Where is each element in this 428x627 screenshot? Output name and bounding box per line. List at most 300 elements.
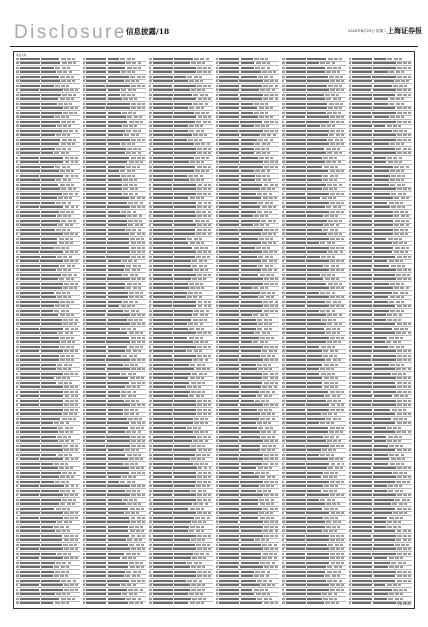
table-cell	[199, 76, 202, 78]
table-cell	[307, 184, 326, 186]
table-cell	[60, 346, 65, 348]
table-cell	[86, 193, 106, 195]
table-cell	[286, 58, 306, 60]
table-cell	[339, 58, 342, 60]
table-cell	[121, 89, 126, 91]
table-cell	[307, 436, 323, 438]
table-cell	[191, 589, 196, 591]
table-cell	[266, 224, 269, 226]
table-cell	[307, 409, 330, 411]
table-cell	[216, 359, 218, 361]
table-cell	[135, 193, 138, 195]
table-cell	[74, 287, 77, 289]
table-cell	[20, 67, 40, 69]
table-cell	[16, 449, 19, 451]
table-cell	[200, 463, 204, 465]
table-cell	[197, 566, 201, 568]
table-cell	[67, 341, 71, 343]
table-cell	[219, 80, 238, 82]
table-cell	[340, 103, 343, 105]
table-cell	[187, 238, 192, 240]
table-cell	[138, 431, 141, 433]
table-cell	[153, 530, 173, 532]
table-cell	[241, 341, 253, 343]
table-cell	[135, 463, 138, 465]
table-cell	[332, 274, 335, 276]
table-cell	[153, 238, 173, 240]
table-cell	[153, 526, 173, 528]
table-cell	[137, 242, 141, 244]
table-cell	[20, 422, 40, 424]
table-cell	[219, 485, 239, 487]
table-cell	[203, 274, 207, 276]
table-cell	[86, 517, 106, 519]
table-cell	[330, 364, 334, 366]
table-cell	[108, 463, 123, 465]
table-cell	[320, 422, 325, 424]
table-cell	[86, 593, 106, 595]
table-cell	[123, 193, 128, 195]
table-cell	[324, 224, 329, 226]
table-cell	[333, 98, 337, 100]
table-cell	[202, 589, 205, 591]
table-cell	[83, 197, 85, 199]
table-cell	[208, 571, 211, 573]
table-cell	[307, 382, 322, 384]
table-cell	[326, 328, 331, 330]
table-cell	[20, 566, 40, 568]
table-cell	[41, 274, 61, 276]
table-cell	[208, 251, 211, 253]
table-cell	[16, 98, 19, 100]
table-cell	[41, 143, 59, 145]
table-cell	[69, 413, 73, 415]
table-cell	[108, 301, 122, 303]
table-cell	[149, 359, 152, 361]
table-cell	[260, 337, 265, 339]
table-cell	[200, 323, 203, 325]
table-cell	[261, 67, 265, 69]
table-cell	[16, 89, 18, 91]
table-cell	[174, 562, 186, 564]
table-cell	[219, 535, 239, 537]
table-cell	[41, 296, 56, 298]
table-cell	[341, 134, 344, 136]
table-cell	[174, 112, 194, 114]
table-cell	[16, 242, 19, 244]
table-cell	[307, 391, 328, 393]
table-cell	[68, 499, 72, 501]
table-cell	[327, 400, 332, 402]
table-cell	[196, 377, 200, 379]
table-cell	[333, 197, 336, 199]
table-cell	[282, 107, 285, 109]
table-cell	[108, 188, 123, 190]
table-cell	[194, 562, 198, 564]
table-cell	[334, 323, 338, 325]
table-cell	[197, 71, 202, 73]
table-cell	[282, 220, 285, 222]
table-cell	[195, 80, 199, 82]
table-cell	[16, 134, 19, 136]
table-cell	[338, 206, 341, 208]
table-cell	[191, 458, 196, 460]
table-cell	[130, 364, 134, 366]
table-cell	[339, 233, 342, 235]
table-cell	[135, 121, 139, 123]
table-cell	[271, 274, 274, 276]
table-cell	[83, 107, 85, 109]
table-cell	[323, 179, 328, 181]
table-cell	[149, 386, 152, 388]
table-cell	[73, 139, 76, 141]
table-cell	[73, 94, 76, 96]
table-cell	[173, 449, 196, 451]
table-cell	[86, 589, 106, 591]
table-cell	[199, 292, 202, 294]
table-cell	[153, 355, 173, 357]
table-cell	[108, 94, 120, 96]
table-cell	[16, 346, 19, 348]
table-cell	[262, 62, 266, 64]
table-cell	[55, 305, 60, 307]
table-cell	[270, 278, 274, 280]
table-cell	[174, 526, 189, 528]
table-cell	[241, 103, 253, 105]
table-cell	[137, 368, 141, 370]
table-cell	[307, 283, 326, 285]
table-cell	[41, 449, 63, 451]
table-cell	[108, 526, 128, 528]
table-cell	[133, 571, 137, 573]
table-cell	[196, 508, 200, 510]
table-cell	[257, 211, 262, 213]
table-cell	[174, 364, 189, 366]
table-cell	[16, 526, 19, 528]
table-cell	[216, 503, 219, 505]
table-cell	[219, 472, 239, 474]
table-cell	[83, 283, 86, 285]
table-cell	[239, 359, 263, 361]
table-cell	[216, 319, 219, 321]
table-cell	[41, 377, 54, 379]
table-cell	[202, 364, 205, 366]
table-cell	[259, 296, 264, 298]
table-cell	[219, 449, 239, 451]
table-cell	[173, 98, 196, 100]
table-cell	[129, 184, 133, 186]
table-cell	[68, 472, 72, 474]
table-cell	[193, 359, 198, 361]
table-cell	[241, 553, 262, 555]
table-cell	[127, 454, 132, 456]
table-cell	[41, 148, 55, 150]
table-cell	[241, 463, 263, 465]
table-cell	[307, 152, 326, 154]
table-cell	[275, 130, 278, 132]
table-cell	[56, 377, 61, 379]
table-cell	[196, 526, 200, 528]
table-cell	[132, 71, 135, 73]
table-cell	[62, 94, 67, 96]
table-cell	[265, 499, 269, 501]
table-cell	[187, 427, 192, 429]
table-cell	[219, 278, 239, 280]
table-cell	[336, 260, 340, 262]
table-cell	[341, 143, 344, 145]
table-cell	[195, 593, 199, 595]
table-cell	[286, 373, 306, 375]
table-cell	[129, 544, 134, 546]
table-cell	[330, 170, 335, 172]
table-cell	[203, 476, 207, 478]
table-cell	[263, 580, 267, 582]
table-cell	[199, 580, 202, 582]
table-cell	[133, 211, 136, 213]
table-cell	[196, 454, 201, 456]
table-cell	[307, 431, 327, 433]
table-cell	[58, 382, 63, 384]
table-cell	[83, 404, 85, 406]
table-cell	[198, 467, 203, 469]
table-cell	[202, 566, 205, 568]
table-cell	[322, 197, 327, 199]
table-cell	[68, 220, 72, 222]
table-cell	[330, 121, 335, 123]
table-cell	[137, 386, 140, 388]
table-cell	[67, 265, 71, 267]
table-cell	[75, 350, 78, 352]
table-cell	[153, 368, 173, 370]
table-cell	[135, 296, 139, 298]
table-cell	[20, 301, 40, 303]
table-cell	[188, 139, 193, 141]
table-cell	[149, 193, 151, 195]
table-cell	[259, 116, 264, 118]
table-cell	[137, 157, 141, 159]
table-cell	[136, 238, 140, 240]
table-cell	[341, 337, 344, 339]
table-cell	[20, 175, 39, 177]
table-cell	[282, 314, 285, 316]
table-cell	[197, 274, 202, 276]
table-cell	[197, 215, 202, 217]
table-cell	[136, 467, 140, 469]
table-cell	[333, 440, 337, 442]
table-cell	[75, 251, 78, 253]
table-cell	[241, 238, 258, 240]
table-cell	[266, 337, 270, 339]
table-cell	[137, 251, 141, 253]
table-cell	[67, 166, 70, 168]
table-cell	[275, 404, 278, 406]
table-cell	[86, 373, 106, 375]
table-cell	[340, 251, 343, 253]
table-cell	[307, 58, 326, 60]
table-cell	[206, 58, 209, 60]
table-cell	[174, 454, 194, 456]
table-cell	[86, 188, 106, 190]
table-cell	[194, 247, 199, 249]
table-cell	[216, 427, 219, 429]
table-cell	[20, 521, 40, 523]
table-cell	[16, 463, 19, 465]
table-cell	[286, 418, 306, 420]
issue-date: 2020年6月23日 星期二	[348, 29, 387, 33]
table-cell	[262, 544, 267, 546]
table-cell	[174, 314, 192, 316]
table-cell	[137, 256, 141, 258]
table-cell	[74, 112, 77, 114]
table-cell	[153, 85, 173, 87]
table-cell	[136, 449, 139, 451]
table-cell	[203, 521, 206, 523]
table-cell	[241, 242, 261, 244]
table-cell	[201, 112, 205, 114]
table-cell	[83, 454, 86, 456]
table-cell	[323, 350, 328, 352]
table-cell	[62, 499, 67, 501]
table-cell	[197, 589, 201, 591]
table-cell	[16, 341, 19, 343]
table-cell	[83, 602, 86, 604]
table-cell	[219, 220, 239, 222]
table-cell	[196, 485, 201, 487]
table-cell	[261, 170, 265, 172]
table-cell	[64, 89, 69, 91]
table-cell	[20, 238, 40, 240]
table-cell	[197, 148, 202, 150]
table-cell	[216, 580, 219, 582]
table-cell	[83, 80, 86, 82]
table-cell	[338, 359, 341, 361]
table-cell	[131, 139, 136, 141]
table-cell	[16, 314, 19, 316]
table-cell	[173, 184, 197, 186]
table-cell	[153, 112, 173, 114]
table-cell	[153, 265, 173, 267]
table-cell	[216, 598, 219, 600]
table-cell	[198, 386, 201, 388]
table-cell	[153, 278, 173, 280]
table-cell	[275, 521, 278, 523]
table-cell	[131, 80, 135, 82]
table-cell	[307, 337, 329, 339]
table-cell	[122, 476, 127, 478]
table-cell	[141, 508, 144, 510]
table-cell	[282, 62, 285, 64]
page-number: /18	[156, 27, 170, 36]
table-cell	[216, 215, 219, 217]
table-cell	[16, 467, 19, 469]
table-cell	[330, 445, 335, 447]
table-cell	[16, 125, 19, 127]
table-cell	[121, 305, 126, 307]
table-cell	[216, 589, 219, 591]
table-cell	[73, 62, 76, 64]
table-cell	[216, 220, 219, 222]
table-cell	[282, 224, 285, 226]
table-cell	[241, 337, 259, 339]
table-cell	[264, 481, 269, 483]
table-cell	[20, 409, 40, 411]
table-cell	[20, 337, 40, 339]
table-cell	[282, 148, 285, 150]
table-cell	[174, 427, 186, 429]
table-cell	[241, 323, 257, 325]
table-cell	[336, 116, 340, 118]
table-cell	[208, 166, 211, 168]
table-cell	[307, 287, 329, 289]
table-cell	[149, 89, 152, 91]
table-cell	[131, 485, 136, 487]
table-cell	[173, 332, 196, 334]
table-cell	[274, 386, 277, 388]
table-cell	[140, 562, 143, 564]
table-cell	[216, 224, 219, 226]
table-cell	[108, 292, 128, 294]
table-cell	[16, 485, 18, 487]
table-cell	[327, 256, 331, 258]
table-cell	[241, 152, 255, 154]
table-cell	[41, 386, 63, 388]
table-cell	[86, 350, 106, 352]
table-cell	[75, 548, 78, 550]
table-cell	[320, 292, 325, 294]
table-cell	[286, 400, 306, 402]
table-cell	[275, 121, 278, 123]
table-cell	[330, 386, 334, 388]
table-cell	[282, 170, 285, 172]
table-cell	[265, 202, 269, 204]
table-cell	[282, 404, 284, 406]
table-cell	[219, 265, 239, 267]
table-cell	[261, 134, 266, 136]
table-cell	[108, 557, 121, 559]
table-cell	[71, 395, 75, 397]
table-cell	[275, 535, 278, 537]
table-cell	[307, 242, 319, 244]
table-cell	[336, 391, 340, 393]
table-cell	[66, 314, 70, 316]
table-cell	[149, 265, 152, 267]
table-cell	[86, 274, 106, 276]
table-cell	[265, 215, 268, 217]
table-cell	[336, 265, 339, 267]
table-cell	[216, 400, 219, 402]
table-cell	[86, 85, 105, 87]
table-cell	[131, 310, 135, 312]
table-cell	[41, 526, 53, 528]
table-cell	[326, 422, 330, 424]
table-cell	[41, 553, 56, 555]
table-cell	[193, 427, 197, 429]
table-cell	[258, 256, 263, 258]
table-cell	[86, 526, 106, 528]
table-cell	[16, 283, 18, 285]
table-cell	[16, 494, 18, 496]
table-cell	[149, 85, 151, 87]
table-cell	[20, 593, 40, 595]
table-cell	[137, 422, 141, 424]
table-cell	[268, 269, 272, 271]
table-cell	[219, 211, 239, 213]
brand-title: Disclosure	[14, 22, 127, 43]
table-cell	[130, 508, 135, 510]
table-cell	[265, 256, 269, 258]
table-cell	[197, 404, 202, 406]
table-cell	[70, 386, 74, 388]
